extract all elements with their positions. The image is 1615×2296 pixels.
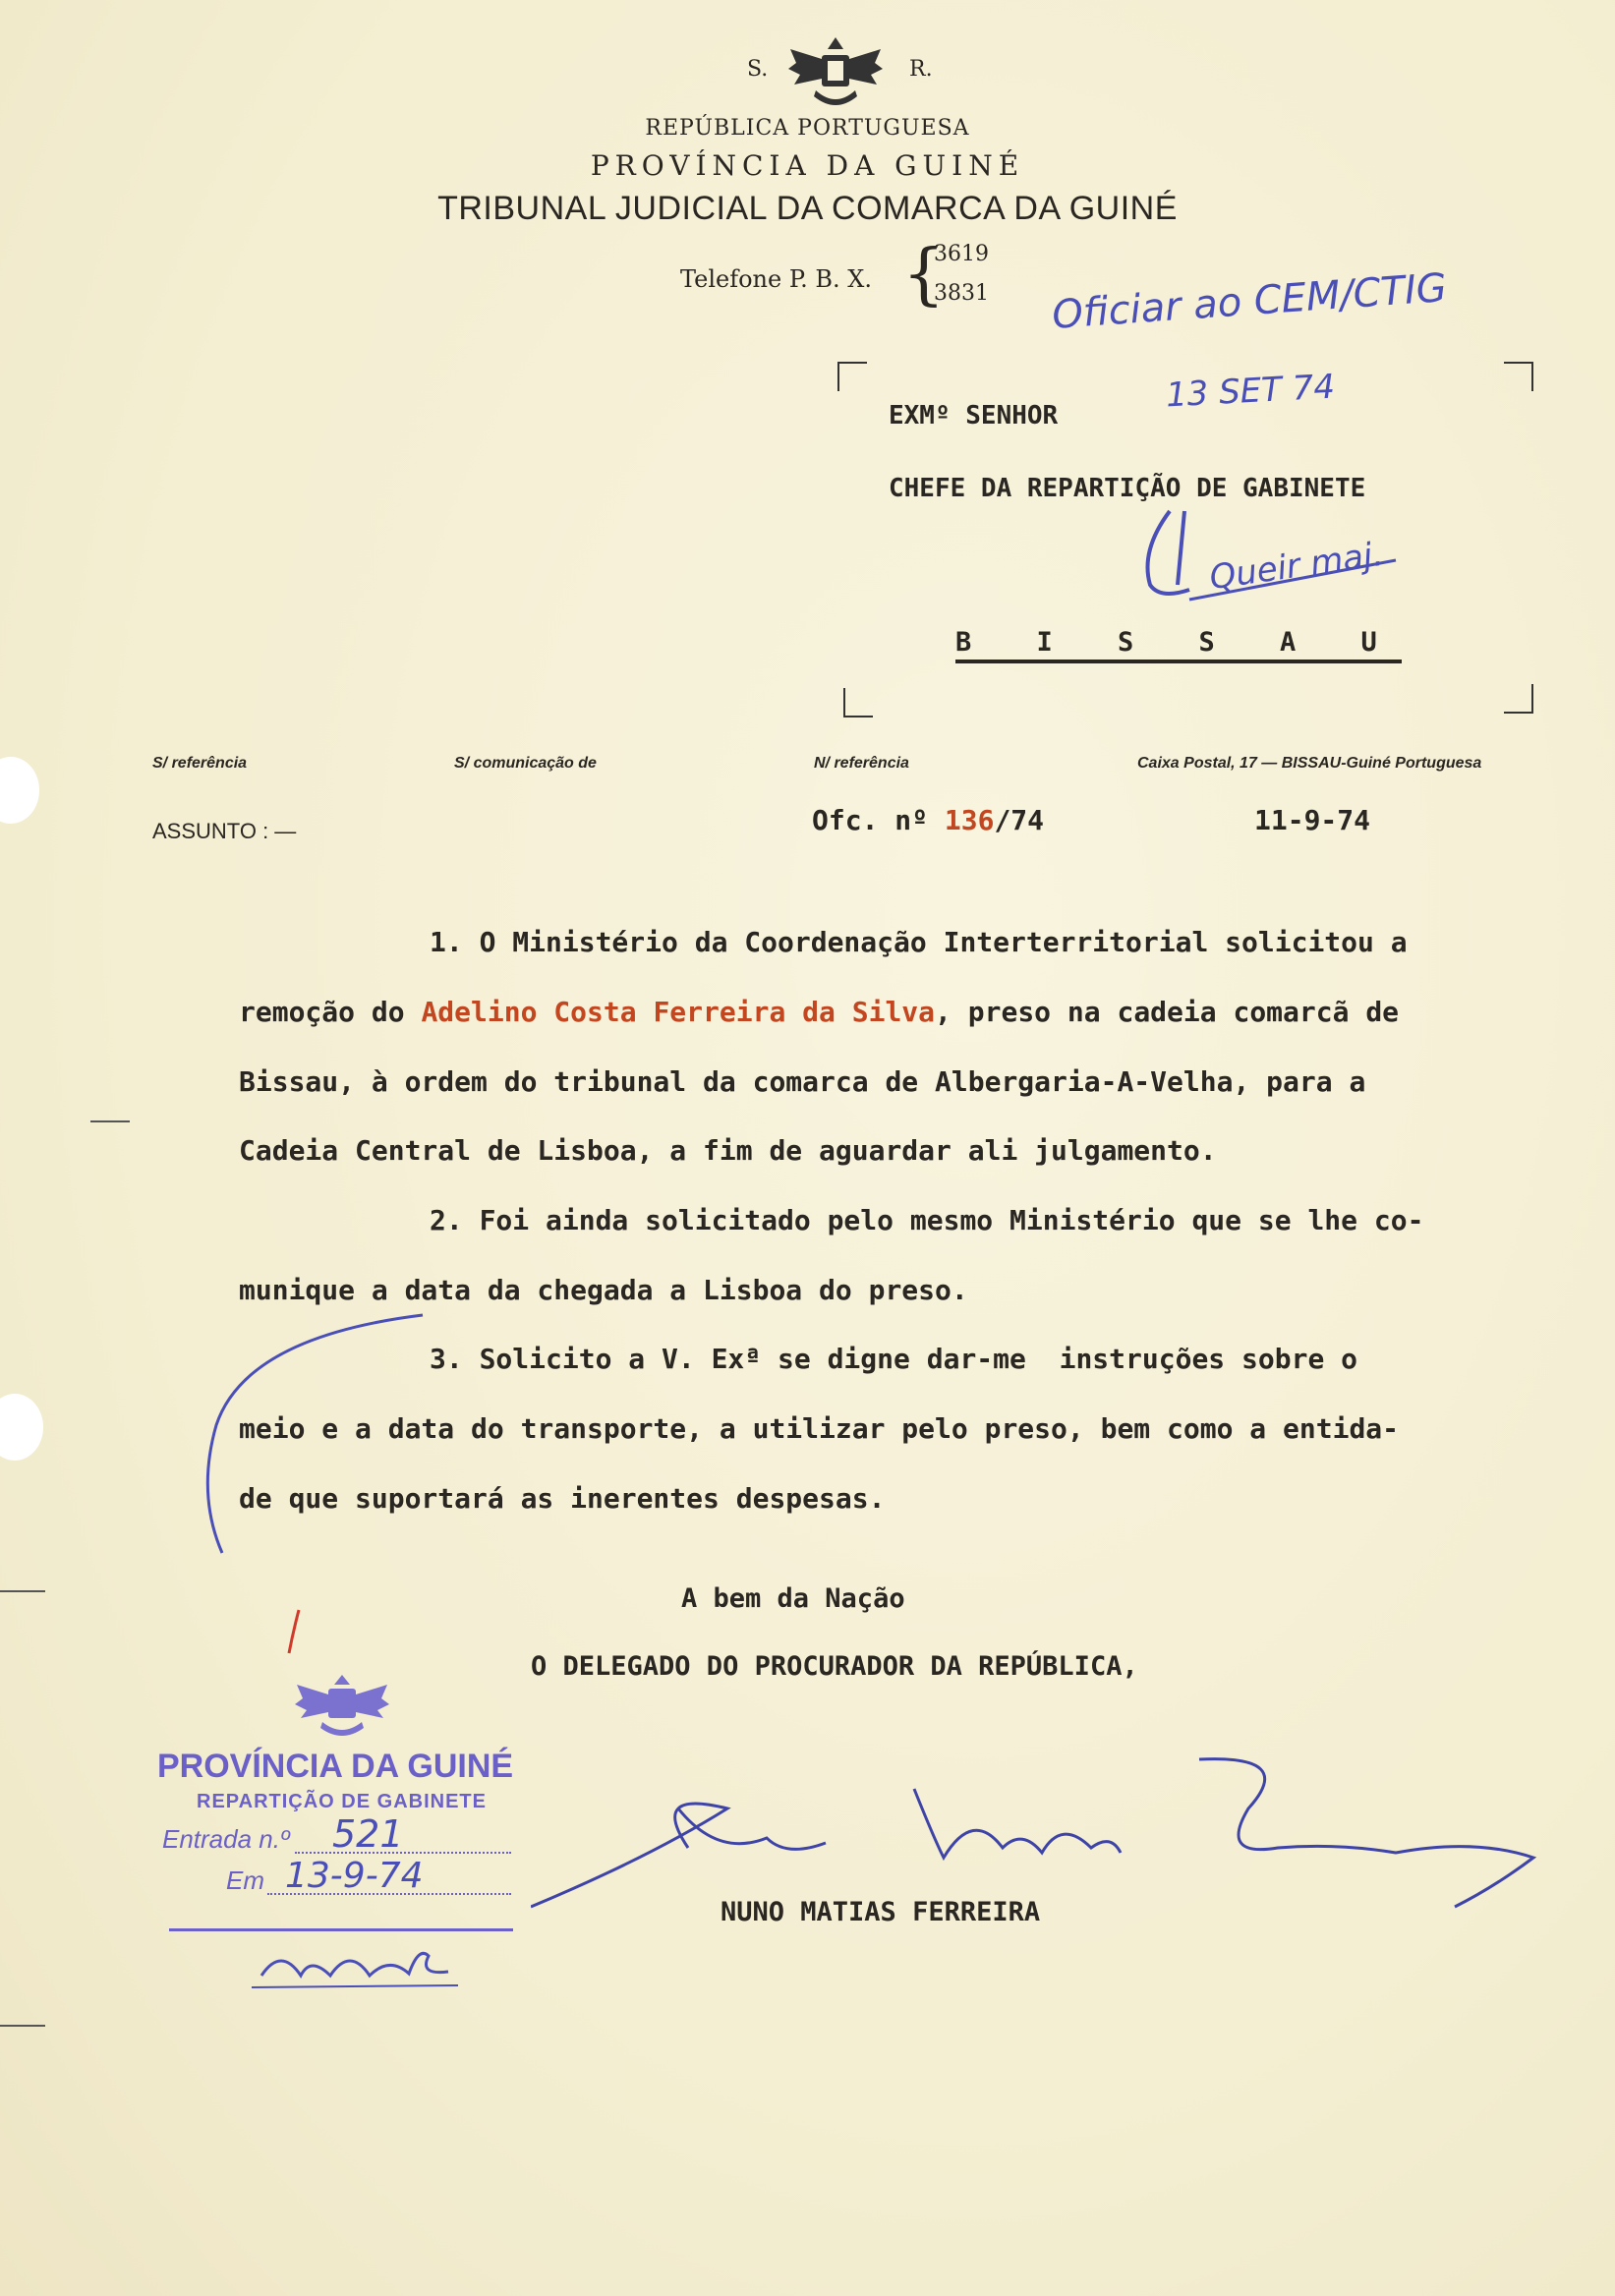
fold-mark — [0, 2025, 45, 2027]
recipient-salutation: EXMº SENHOR — [889, 401, 1059, 430]
our-reference-label: N/ referência — [814, 755, 909, 772]
coat-of-arms-icon — [786, 35, 885, 114]
address-corner — [837, 362, 867, 391]
stamp-department: REPARTIÇÃO DE GABINETE — [197, 1791, 487, 1812]
body-line: meio e a data do transporte, a utilizar pelo preso, bem como a entida- — [239, 1412, 1400, 1445]
body-line — [239, 996, 1399, 1028]
stamp-date-label: Em — [226, 1866, 264, 1895]
handwritten-bracket-mark — [187, 1307, 442, 1563]
brace-icon: { — [902, 236, 946, 314]
fold-mark — [0, 1590, 45, 1592]
body-line: 3. Solicito a V. Exª se digne dar-me instruções sobre o — [430, 1343, 1358, 1375]
phone-number-2: 3831 — [934, 281, 989, 306]
handwritten-instruction: Oficiar ao CEM/CTIG — [1050, 265, 1449, 338]
red-tick-mark — [285, 1608, 305, 1657]
office-reference — [812, 804, 1044, 836]
stamp-crest-icon — [293, 1673, 391, 1742]
postal-address: Caixa Postal, 17 — BISSAU-Guiné Portuguesa — [1137, 755, 1482, 772]
court-heading: TRIBUNAL JUDICIAL DA COMARCA DA GUINÉ — [437, 190, 1178, 227]
stamp-rule — [169, 1928, 513, 1931]
stamp-entry-label: Entrada n.º — [162, 1824, 290, 1854]
body-text: remoção do — [239, 996, 422, 1028]
signature — [531, 1750, 1553, 1917]
body-line: de que suportará as inerentes despesas. — [239, 1482, 886, 1515]
body-line: Bissau, à ordem do tribunal da comarca de Albergaria-A-Velha, para a — [239, 1065, 1366, 1098]
office-suffix: /74 — [994, 804, 1045, 836]
province-heading: PROVÍNCIA DA GUINÉ — [590, 149, 1025, 182]
stamp-initials — [252, 1936, 468, 1995]
punch-hole-top — [0, 757, 39, 824]
their-reference-label: S/ referência — [152, 755, 248, 772]
stamp-province: PROVÍNCIA DA GUINÉ — [157, 1748, 514, 1785]
their-communication-label: S/ comunicação de — [454, 755, 597, 772]
signatory-title: O DELEGADO DO PROCURADOR DA REPÚBLICA, — [531, 1651, 1138, 1682]
s-mark: S. — [747, 57, 769, 82]
signatory-name: NUNO MATIAS FERREIRA — [721, 1897, 1041, 1927]
recipient-city: B I S S A U — [955, 627, 1402, 663]
body-line: 1. O Ministério da Coordenação Interterritorial solicitou a — [430, 926, 1408, 958]
stamp-date-value: 13-9-74 — [285, 1856, 424, 1896]
body-line: 2. Foi ainda solicitado pelo mesmo Ministério que se lhe co- — [430, 1204, 1424, 1236]
handwritten-initials: Queir maj. — [1207, 534, 1386, 599]
subject-label: ASSUNTO : — — [152, 819, 297, 843]
republic-heading: REPÚBLICA PORTUGUESA — [645, 116, 970, 141]
address-corner — [1504, 362, 1533, 391]
stamp-entry-value: 521 — [332, 1812, 404, 1856]
address-corner — [843, 688, 873, 718]
fold-mark — [90, 1120, 130, 1122]
office-prefix: Ofc. nº — [812, 804, 945, 836]
prisoner-name: Adelino Costa Ferreira da Silva — [421, 996, 936, 1028]
closing-salutation: A bem da Nação — [681, 1583, 905, 1614]
recipient-title: CHEFE DA REPARTIÇÃO DE GABINETE — [889, 474, 1366, 503]
handwritten-date: 13 SET 74 — [1165, 367, 1336, 416]
phone-label: Telefone P. B. X. — [680, 265, 872, 293]
r-mark: R. — [909, 57, 933, 82]
letter-date: 11-9-74 — [1254, 804, 1371, 836]
address-corner — [1504, 684, 1533, 714]
punch-hole-bottom — [0, 1394, 43, 1461]
office-number: 136 — [944, 804, 995, 836]
body-text: , preso na cadeia comarcã de — [935, 996, 1400, 1028]
phone-number-1: 3619 — [934, 242, 989, 266]
body-line: Cadeia Central de Lisboa, a fim de aguardar ali julgamento. — [239, 1134, 1217, 1167]
body-line: munique a data da chegada a Lisboa do preso. — [239, 1274, 968, 1306]
